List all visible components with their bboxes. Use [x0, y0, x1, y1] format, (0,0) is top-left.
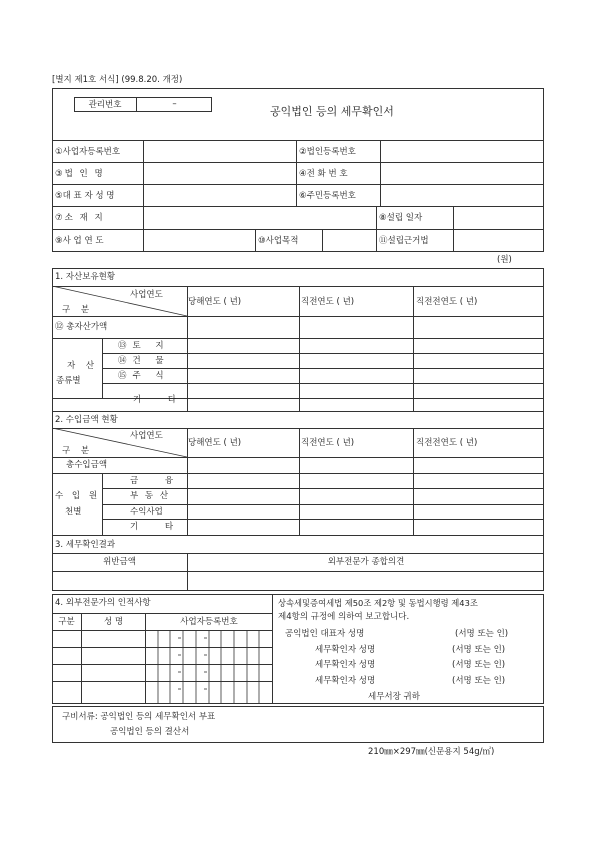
section1-row-land: ⑬토 지 [118, 341, 170, 351]
unit-label: (원) [497, 255, 512, 265]
section1-row-other: 기 타 [133, 395, 189, 405]
declaration-rep-label: 공익법인 대표자 성명 [285, 629, 365, 639]
section1-row-building: ⑭건 물 [118, 356, 170, 366]
section1-row-stock: ⑮주 식 [118, 371, 170, 381]
section1-col-prev2: 직전전연도 ( 년) [416, 297, 478, 307]
section1-gubun-header: 구 분 [62, 305, 94, 315]
attachments-line-1: 구비서류: 공익법인 등의 세무확인서 부표 [62, 712, 216, 722]
section2-group-label-1: 수 입 원 [55, 491, 101, 501]
section2-row-business: 수익사업 [130, 507, 163, 517]
est-basis-label: ⑪설립근거법 [379, 236, 429, 246]
section2-row-other: 기 타 [130, 522, 186, 532]
declaration-rep-sign: (서명 또는 인) [455, 629, 509, 639]
biz-year-label: ⑨사 업 연 도 [55, 236, 104, 246]
bizno-digit-grid [145, 630, 272, 704]
section2-title: 2. 수입금액 현황 [55, 415, 118, 425]
paper-spec: 210㎜×297㎜(신문용지 54g/㎡) [368, 747, 495, 757]
declaration-addressee: 세무서장 귀하 [368, 692, 420, 702]
resident-no-label: ⑥주민등록번호 [299, 191, 356, 201]
section2-gubun-header: 구 분 [62, 446, 94, 456]
section4-bizno-header: 사업자등록번호 [180, 617, 238, 627]
section1-total-label: ⑫ 총자산가액 [55, 322, 108, 332]
declaration-line-2: 제4항의 규정에 의하여 보고합니다. [278, 612, 410, 622]
section2-row-realestate: 부 동 산 [130, 491, 171, 501]
section1-title: 1. 자산보유현황 [55, 272, 116, 282]
section2-year-header: 사업연도 [130, 431, 163, 441]
form-reference: [별지 제1호 서식] (99.8.20. 개정) [52, 75, 183, 85]
declaration-checker-3-sign: (서명 또는 인) [452, 676, 506, 686]
mgmt-number-value[interactable]: – [172, 99, 177, 109]
phone-label: ④전 화 번 호 [299, 169, 348, 179]
declaration-checker-2-sign: (서명 또는 인) [452, 660, 506, 670]
declaration-checker-1-sign: (서명 또는 인) [452, 645, 506, 655]
biz-reg-no-label: ①사업자등록번호 [55, 147, 121, 157]
mgmt-number-label: 관리번호 [88, 100, 122, 110]
section2-col-current: 당해연도 ( 년) [188, 438, 242, 448]
declaration-line-1: 상속세및증여세법 제50조 제2항 및 동법시행령 제43조 [278, 598, 478, 608]
section1-group-label-2: 종류별 [56, 376, 81, 386]
section1-col-current: 당해연도 ( 년) [188, 297, 242, 307]
declaration-checker-3: 세무확인자 성명 [315, 676, 376, 686]
biz-purpose-label: ⑩사업목적 [258, 236, 299, 246]
section2-col-prev2: 직전전연도 ( 년) [416, 438, 478, 448]
section3-title: 3. 세무확인결과 [55, 540, 116, 550]
attachments-line-2: 공익법인 등의 결산서 [110, 727, 190, 737]
section1-col-prev: 직전연도 ( 년) [301, 297, 355, 307]
section4-name-header: 성 명 [103, 617, 124, 627]
section2-group-label-2: 천별 [65, 507, 82, 517]
declaration-checker-1: 세무확인자 성명 [315, 645, 376, 655]
section4-title: 4. 외부전문가의 인적사항 [55, 598, 151, 608]
section4-gubun-header: 구분 [58, 617, 75, 627]
rep-name-label: ⑤대 표 자 성 명 [55, 191, 115, 201]
corp-reg-no-label: ②법인등록번호 [299, 147, 356, 157]
corp-name-label: ③법 인 명 [55, 169, 105, 179]
section1-year-header: 사업연도 [130, 290, 163, 300]
section3-opinion-header: 외부전문가 종합의견 [327, 557, 405, 567]
section2-row-finance: 금 융 [130, 476, 186, 486]
page-title: 공익법인 등의 세무확인서 [270, 105, 394, 118]
section3-violation-header: 위반금액 [103, 557, 136, 567]
section2-total-label: 총수입금액 [66, 460, 108, 470]
est-date-label: ⑧설립 일자 [379, 213, 423, 223]
declaration-checker-2: 세무확인자 성명 [315, 660, 376, 670]
address-label: ⑦소 재 지 [55, 213, 105, 223]
section1-group-label-1: 자 산 [67, 361, 99, 371]
section2-col-prev: 직전연도 ( 년) [301, 438, 355, 448]
